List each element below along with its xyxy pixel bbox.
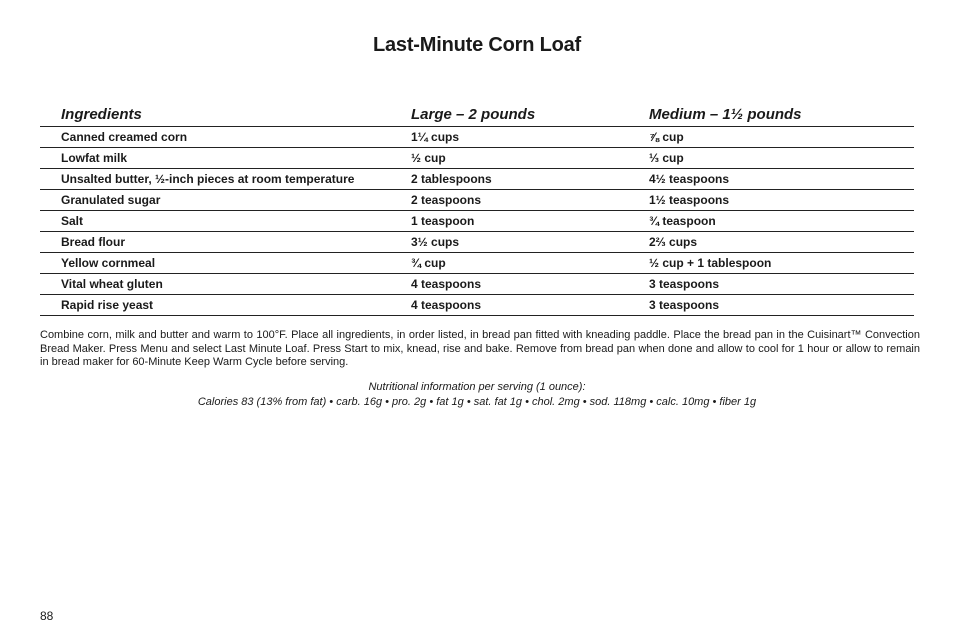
ingredient-name: Rapid rise yeast xyxy=(40,295,411,316)
table-row xyxy=(40,253,914,274)
large-amount: 2 tablespoons xyxy=(411,169,649,190)
ingredients-table xyxy=(40,104,914,316)
medium-amount: 4½ teaspoons xyxy=(649,169,914,190)
medium-amount: ¾ teaspoon xyxy=(649,211,914,232)
nutrition-details: Calories 83 (13% from fat) • carb. 16g • pro. 2g • fat 1g • sat. fat 1g • chol. 2mg • sod. 118mg • calc. 10mg • fiber 1g xyxy=(197,395,757,408)
medium-amount: 2⅔ cups xyxy=(649,232,914,253)
table-row xyxy=(40,295,914,316)
large-amount: ½ cup xyxy=(411,148,649,169)
large-amount: 4 teaspoons xyxy=(411,274,649,295)
medium-amount: 3 teaspoons xyxy=(649,295,914,316)
ingredient-name: Yellow cornmeal xyxy=(40,253,411,274)
table-row xyxy=(40,211,914,232)
large-amount: ¾ cup xyxy=(411,253,649,274)
page-number: 88 xyxy=(40,609,54,623)
header-medium: Medium – 1½ pounds xyxy=(649,104,914,127)
large-amount: 4 teaspoons xyxy=(411,295,649,316)
header-ingredients: Ingredients xyxy=(40,104,411,127)
medium-amount: ⅞ cup xyxy=(649,127,914,148)
large-amount: 2 teaspoons xyxy=(411,190,649,211)
table-row xyxy=(40,232,914,253)
ingredient-name: Vital wheat gluten xyxy=(40,274,411,295)
table-row xyxy=(40,169,914,190)
table-row xyxy=(40,148,914,169)
ingredient-name: Granulated sugar xyxy=(40,190,411,211)
header-large: Large – 2 pounds xyxy=(411,104,649,127)
table-header-row xyxy=(40,104,914,127)
ingredient-name: Lowfat milk xyxy=(40,148,411,169)
ingredient-name: Unsalted butter, ½-inch pieces at room temperature xyxy=(40,169,411,190)
ingredient-name: Canned creamed corn xyxy=(40,127,411,148)
table-row xyxy=(40,274,914,295)
large-amount: 3½ cups xyxy=(411,232,649,253)
instructions-paragraph: Combine corn, milk and butter and warm to 100°F. Place all ingredients, in order listed, in bread pan fitted with kneading paddle. Place the bread pan in the Cuisinart™ Convection Bread Maker. Press Menu and select Last Minute Loaf. Press Start to mix, knead, rise and bake. Remove from bread pan when done and allow to cool for 1 hour or allow to remain in bread maker for 60-Minute Keep Warm Cycle before serving. xyxy=(40,329,920,368)
ingredient-name: Bread flour xyxy=(40,232,411,253)
nutrition-heading: Nutritional information per serving (1 ounce): xyxy=(368,381,586,393)
medium-amount: 1½ teaspoons xyxy=(649,190,914,211)
medium-amount: ½ cup + 1 tablespoon xyxy=(649,253,914,274)
medium-amount: 3 teaspoons xyxy=(649,274,914,295)
large-amount: 1¼ cups xyxy=(411,127,649,148)
large-amount: 1 teaspoon xyxy=(411,211,649,232)
table-row xyxy=(40,127,914,148)
medium-amount: ⅓ cup xyxy=(649,148,914,169)
page-title: Last-Minute Corn Loaf xyxy=(372,34,581,56)
nutrition-info xyxy=(0,380,954,409)
table-row xyxy=(40,190,914,211)
ingredient-name: Salt xyxy=(40,211,411,232)
